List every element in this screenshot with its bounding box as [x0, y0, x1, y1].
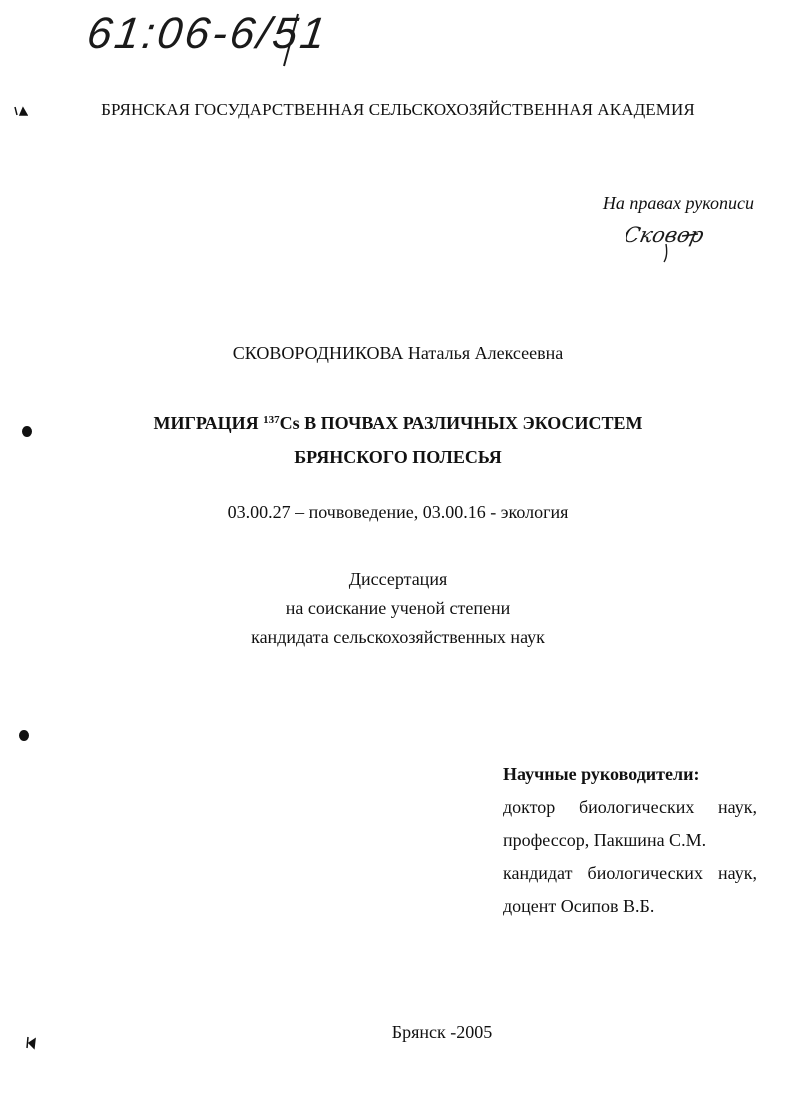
supervisors-heading: Научные руководители: [503, 764, 700, 784]
dissertation-line-3: кандидата сельскохозяйственных наук [251, 627, 545, 647]
place-year: Брянск -2005 [391, 1022, 493, 1042]
catalog-number [84, 2, 388, 72]
supervisor-line: доцент Осипов В.Б. [503, 896, 655, 916]
institution-name: БРЯНСКАЯ ГОСУДАРСТВЕННАЯ СЕЛЬСКОХОЗЯЙСТВЕННАЯ АКАДЕМИЯ [101, 100, 695, 119]
supervisor-line: профессор, Пакшина С.М. [503, 830, 707, 850]
dissertation-line-2: на соискание ученой степени [285, 598, 511, 618]
dissertation-type [0, 565, 796, 652]
supervisor-line: доктор биологических наук, [503, 797, 757, 817]
isotope-mass: 137 [263, 414, 280, 426]
title-line-2: БРЯНСКОГО ПОЛЕСЬЯ [294, 447, 502, 467]
supervisors-block [503, 758, 757, 923]
signature-text: Сковор [626, 223, 706, 248]
dissertation-title [0, 403, 796, 474]
margin-dot-2 [19, 730, 29, 741]
signature [626, 216, 706, 264]
author-name: СКОВОРОДНИКОВА Наталья Алексеевна [232, 343, 564, 363]
title-line-1: МИГРАЦИЯ $^{137}$Cs В ПОЧВАХ РАЗЛИЧНЫХ ЭКОСИСТЕМ [153, 413, 643, 433]
catalog-number-text: 61:06-6/51 [84, 9, 332, 58]
specialty-codes: 03.00.27 – почвоведение, 03.00.16 - экология [227, 502, 569, 522]
margin-mark-bottom [24, 1036, 36, 1050]
supervisor-line: кандидат биологических наук, [503, 863, 757, 883]
rights-note: На правах рукописи [602, 193, 754, 213]
dissertation-line-1: Диссертация [348, 569, 448, 589]
